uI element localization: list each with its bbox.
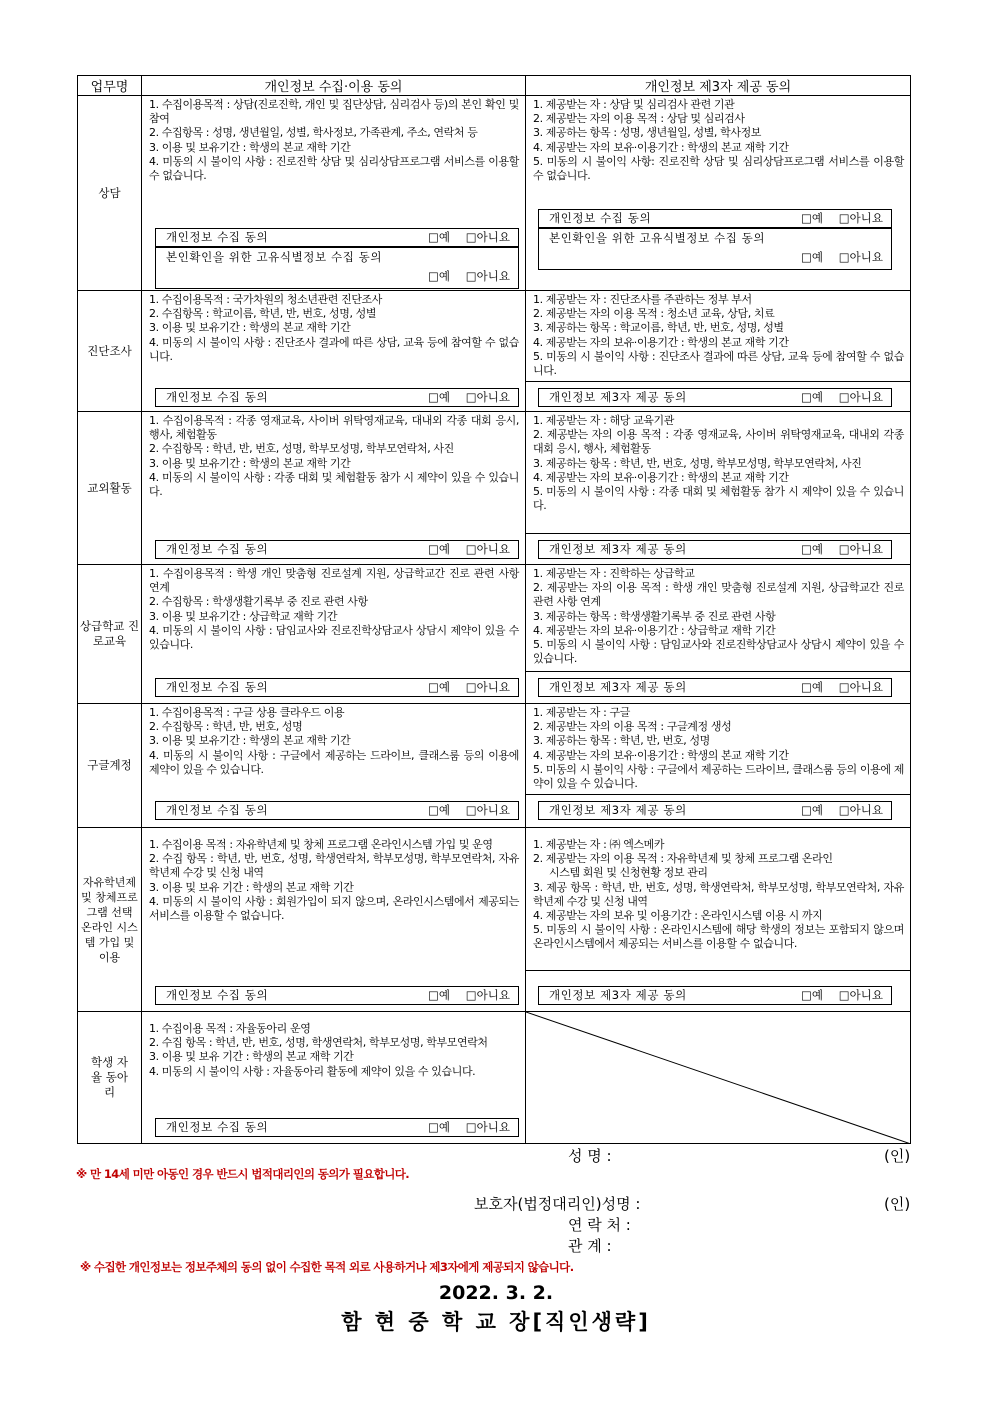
collect-consent-box [155, 801, 519, 820]
collect-consent-box [155, 678, 519, 697]
no-checkbox[interactable]: □아니요 [838, 211, 883, 225]
third-item: 2. 제공받는 자의 이용 목적 : 청소년 교육, 상담, 치료 [533, 307, 775, 321]
no-checkbox[interactable]: □아니요 [838, 988, 883, 1002]
collect-item: 1. 수집이용목적 : 상담(진로진학, 개인 및 집단상담, 심리검사 등)의 본인 확인 및 참여 [149, 98, 519, 126]
third-item: 2. 제공받는 자의 이용 목적 : 구글계정 생성 [533, 720, 732, 734]
collect-item: 3. 이용 및 보유기간 : 학생의 본교 재학 기간 [149, 456, 351, 470]
yes-checkbox[interactable]: □예 [801, 803, 823, 817]
consent-label: 개인정보 제3자 제공 동의 [549, 803, 687, 817]
yes-checkbox[interactable]: □예 [428, 680, 450, 694]
consent-table [77, 75, 911, 1144]
minor-notice: ※ 만 14세 미만 아동인 경우 반드시 법적대리인의 동의가 필요합니다. [76, 1167, 410, 1181]
yes-checkbox[interactable]: □예 [428, 269, 450, 283]
yes-checkbox[interactable]: □예 [801, 542, 823, 556]
third-item: 4. 제공받는 자의 보유·이용기간 : 상급학교 재학 기간 [533, 623, 776, 637]
third-item: 3. 제공 항목 : 학년, 반, 번호, 성명, 학생연락처, 학부모성명, 학부모연락처, 자유학년제 수강 및 신청 내역 [533, 880, 904, 908]
collect-consent-box [155, 986, 519, 1005]
yes-checkbox[interactable]: □예 [801, 988, 823, 1002]
third-item: 5. 미동의 시 불이익 사항 : 담임교사와 진로진학상담교사 상담시 제약이 있을 수 있습니다. [533, 638, 904, 666]
student-seal: (인) [884, 1147, 911, 1165]
consent-label: 개인정보 제3자 제공 동의 [549, 390, 687, 404]
consent-label: 개인정보 수집 동의 [166, 390, 269, 404]
collect-item: 4. 미동의 시 불이익 사항 : 진단조사 결과에 따른 상담, 교육 등에 참여할 수 없습니다. [149, 335, 519, 363]
table-row [78, 1012, 911, 1144]
no-checkbox[interactable]: □아니요 [465, 680, 510, 694]
table-row [78, 291, 911, 412]
third-item: 5. 미동의 시 불이익 사항 : 진단조사 결과에 따른 상담, 교육 등에 참여할 수 없습니다. [533, 349, 904, 378]
collect-consent-box [155, 388, 519, 407]
no-checkbox[interactable]: □아니요 [465, 1120, 510, 1134]
consent-label: 개인정보 제3자 제공 동의 [549, 542, 687, 556]
no-checkbox[interactable]: □아니요 [465, 269, 510, 283]
collect-item: 4. 미동의 시 불이익 사항 : 구글에서 제공하는 드라이브, 클래스룸 등의 이용에 제약이 있을 수 있습니다. [149, 748, 519, 776]
yes-checkbox[interactable]: □예 [428, 803, 450, 817]
third-item: 4. 제공받는 자의 보유 및 이용기간 : 온라인시스템 이용 시 까지 [533, 909, 823, 923]
yes-checkbox[interactable]: □예 [428, 390, 450, 404]
divider [526, 381, 910, 382]
consent-label: 본인확인을 위한 고유식별정보 수집 동의 [549, 231, 766, 245]
no-checkbox[interactable]: □아니요 [838, 390, 883, 404]
third-item: 3. 제공하는 항목 : 학년, 반, 번호, 성명, 학부모성명, 학부모연락처, 사진 [533, 456, 862, 470]
third-item: 시스템 회원 및 신청현황 정보 관리 [549, 866, 708, 880]
no-checkbox[interactable]: □아니요 [838, 250, 883, 264]
yes-checkbox[interactable]: □예 [801, 390, 823, 404]
category-cell: 교외활동 [78, 412, 142, 565]
no-checkbox[interactable]: □아니요 [465, 390, 510, 404]
third-cell [526, 291, 911, 412]
collect-cell [142, 704, 526, 828]
third-item: 1. 제공받는 자 : 진단조사를 주관하는 정부 부서 [533, 293, 752, 306]
collect-item: 1. 수집이용목적 : 각종 영재교육, 사이버 위탁영재교육, 대내외 각종 대회 응시, 행사, 체험활동 [149, 414, 519, 442]
collect-item: 1. 수집이용 목적 : 자율동아리 운영 [149, 1022, 311, 1035]
no-checkbox[interactable]: □아니요 [838, 803, 883, 817]
divider [526, 794, 910, 795]
third-item: 1. 제공받는 자 : 상담 및 심리검사 관련 기관 [533, 98, 735, 111]
id-consent-box [538, 228, 892, 270]
collect-item: 4. 미동의 시 불이익 사항 : 자율동아리 활동에 제약이 있을 수 있습니다. [149, 1064, 476, 1078]
collect-item: 2. 수집 항목 : 학년, 반, 번호, 성명, 학생연락처, 학부모성명, 학부모연락처 [149, 1036, 488, 1050]
table-row [78, 704, 911, 828]
third-cell [526, 828, 911, 1012]
header-third: 개인정보 제3자 제공 동의 [526, 76, 911, 96]
third-item: 2. 제공받는 자의 이용 목적 : 자유학년제 및 창체 프로그램 온라인 [533, 852, 833, 866]
collect-cell [142, 291, 526, 412]
category-cell: 자유학년제 및 창체프로그램 선택 온라인 시스템 가입 및 이용 [78, 828, 142, 1012]
principal-signature: 함 현 중 학 교 장[직인생략] [341, 1310, 651, 1334]
yes-checkbox[interactable]: □예 [801, 680, 823, 694]
header-task: 업무명 [78, 76, 142, 96]
third-item: 3. 제공하는 항목 : 학생생활기록부 중 진로 관련 사항 [533, 609, 776, 623]
no-checkbox[interactable]: □아니요 [465, 230, 510, 244]
third-consent-box [538, 801, 892, 820]
third-item: 5. 미동의 시 불이익 사항 : 구글에서 제공하는 드라이브, 클래스룸 등의 이용에 제약이 있을 수 있습니다. [533, 762, 904, 791]
third-item: 1. 제공받는 자 : 해당 교육기관 [533, 414, 674, 427]
third-item: 1. 제공받는 자 : 구글 [533, 706, 630, 719]
consent-label: 개인정보 수집 동의 [166, 1120, 269, 1134]
third-consent-box [538, 986, 892, 1005]
consent-label: 개인정보 수집 동의 [166, 680, 269, 694]
collect-item: 1. 수집이용목적 : 구글 상용 클라우드 이용 [149, 706, 345, 719]
table-row [78, 96, 911, 291]
consent-label: 개인정보 제3자 제공 동의 [549, 680, 687, 694]
third-cell [526, 412, 911, 565]
collect-item: 3. 이용 및 보유 기간 : 학생의 본교 재학 기간 [149, 1050, 354, 1064]
category-cell: 진단조사 [78, 291, 142, 412]
diagonal-strike [526, 1012, 911, 1144]
collect-item: 1. 수집이용 목적 : 자유학년제 및 창체 프로그램 온라인시스템 가입 및 운영 [149, 838, 493, 851]
collect-item: 4. 미동의 시 불이익 사항 : 담임교사와 진로진학상담교사 상담시 제약이 있을 수 있습니다. [149, 623, 519, 652]
category-cell: 상급학교 진로교육 [78, 565, 142, 704]
third-cell [526, 704, 911, 828]
collect-item: 2. 수집항목 : 학생생활기록부 중 진로 관련 사항 [149, 595, 368, 609]
collect-cell [142, 565, 526, 704]
yes-checkbox[interactable]: □예 [428, 542, 450, 556]
table-row [78, 412, 911, 565]
student-name-label: 성 명 : [568, 1147, 612, 1165]
guardian-seal: (인) [884, 1195, 911, 1213]
collect-item: 1. 수집이용목적 : 학생 개인 맞춤형 진로설계 지원, 상급학교간 진로 관련 사항 연계 [149, 567, 519, 595]
collect-consent-box [155, 1118, 519, 1137]
collect-item: 3. 이용 및 보유기간 : 학생의 본교 재학 기간 [149, 140, 351, 154]
yes-checkbox[interactable]: □예 [428, 988, 450, 1002]
third-item: 3. 제공하는 항목 : 학교이름, 학년, 반, 번호, 성명, 성별 [533, 321, 784, 335]
collect-consent-box [538, 209, 892, 228]
no-checkbox[interactable]: □아니요 [465, 542, 510, 556]
third-item: 3. 제공하는 항목 : 학년, 반, 번호, 성명 [533, 734, 710, 748]
consent-label: 개인정보 수집 동의 [166, 803, 269, 817]
collect-consent-box [155, 228, 519, 247]
third-item: 5. 미동의 시 불이익 사항 : 각종 대회 및 체험활동 참가 시 제약이 있을 수 있습니다. [533, 485, 904, 513]
consent-label: 개인정보 수집 동의 [166, 988, 269, 1002]
collect-item: 1. 수집이용목적 : 국가차원의 청소년관련 진단조사 [149, 293, 383, 306]
third-item: 1. 제공받는 자 : 진학하는 상급학교 [533, 567, 695, 580]
collect-item: 2. 수집항목 : 학교이름, 학년, 반, 번호, 성명, 성별 [149, 307, 377, 321]
third-item: 1. 제공받는 자 : ㈜ 엑스메카 [533, 838, 665, 851]
collect-item: 3. 이용 및 보유기간 : 학생의 본교 재학 기간 [149, 734, 351, 748]
no-checkbox[interactable]: □아니요 [838, 680, 883, 694]
yes-checkbox[interactable]: □예 [801, 250, 823, 264]
no-checkbox[interactable]: □아니요 [465, 803, 510, 817]
divider [526, 533, 910, 534]
third-consent-box [538, 388, 892, 407]
category-cell: 구글계정 [78, 704, 142, 828]
empty-third-cell [526, 1012, 911, 1144]
collect-item: 2. 수집 항목 : 학년, 반, 번호, 성명, 학생연락처, 학부모성명, 학부모연락처, 자유학년제 수강 및 신청 내역 [149, 852, 519, 880]
collect-cell [142, 412, 526, 565]
collect-item: 4. 미동의 시 불이익 사항 : 진로진학 상담 및 심리상담프로그램 서비스를 이용할 수 없습니다. [149, 154, 519, 183]
category-cell: 학생 자율 동아리 [78, 1012, 142, 1144]
yes-checkbox[interactable]: □예 [428, 230, 450, 244]
collect-item: 2. 수집항목 : 성명, 생년월일, 성별, 학사정보, 가족관계, 주소, 연락처 등 [149, 126, 478, 140]
collect-item: 3. 이용 및 보유 기간 : 학생의 본교 재학 기간 [149, 880, 354, 894]
third-item: 2. 제공받는 자의 이용 목적 : 상담 및 심리검사 [533, 112, 745, 126]
consent-label: 개인정보 수집 동의 [166, 542, 269, 556]
collect-item: 3. 이용 및 보유기간 : 학생의 본교 재학 기간 [149, 321, 351, 335]
collect-cell [142, 828, 526, 1012]
document-date: 2022. 3. 2. [438, 1282, 554, 1304]
no-checkbox[interactable]: □아니요 [838, 542, 883, 556]
divider [526, 671, 910, 672]
third-item: 4. 제공받는 자의 보유·이용기간 : 학생의 본교 재학 기간 [533, 140, 789, 154]
consent-label: 개인정보 수집 동의 [549, 211, 652, 225]
id-consent-box [155, 247, 519, 289]
collect-item: 4. 미동의 시 불이익 사항 : 회원가입이 되지 않으며, 온라인시스템에서 제공되는 서비스를 이용할 수 없습니다. [149, 894, 519, 923]
third-item: 4. 제공받는 자의 보유·이용기간 : 학생의 본교 재학 기간 [533, 748, 789, 762]
third-item: 5. 미동의 시 불이익 사항: 진로진학 상담 및 심리상담프로그램 서비스를 이용할 수 없습니다. [533, 154, 904, 183]
third-item: 2. 제공받는 자의 이용 목적 : 각종 영재교육, 사이버 위탁영재교육, 대내외 각종 대회 응시, 행사, 체험활동 [533, 428, 904, 456]
yes-checkbox[interactable]: □예 [801, 211, 823, 225]
collect-item: 2. 수집항목 : 학년, 반, 번호, 성명 [149, 720, 303, 734]
consent-label: 개인정보 제3자 제공 동의 [549, 988, 687, 1002]
consent-label: 개인정보 수집 동의 [166, 230, 269, 244]
table-row [78, 828, 911, 1012]
usage-notice: ※ 수집한 개인정보는 정보주체의 동의 없이 수집한 목적 외로 사용하거나 제3자에게 제공되지 않습니다. [80, 1260, 574, 1274]
third-item: 4. 제공받는 자의 보유·이용기간 : 학생의 본교 재학 기간 [533, 335, 789, 349]
collect-cell [142, 1012, 526, 1144]
third-item: 5. 미동의 시 불이익 사항 : 온라인시스템에 해당 학생의 정보는 포함되지 않으며 온라인시스템에서 제공되는 서비스를 이용할 수 없습니다. [533, 923, 904, 951]
third-cell [526, 565, 911, 704]
third-consent-box [538, 678, 892, 697]
third-item: 2. 제공받는 자의 이용 목적 : 학생 개인 맞춤형 진로설계 지원, 상급학교간 진로 관련 사항 연계 [533, 581, 904, 609]
table-row [78, 565, 911, 704]
relation-label: 관 계 : [568, 1237, 612, 1255]
divider [526, 970, 910, 971]
third-cell [526, 96, 911, 291]
no-checkbox[interactable]: □아니요 [465, 988, 510, 1002]
third-item: 4. 제공받는 자의 보유·이용기간 : 학생의 본교 재학 기간 [533, 470, 789, 484]
third-item: 3. 제공하는 항목 : 성명, 생년월일, 성별, 학사정보 [533, 126, 762, 140]
yes-checkbox[interactable]: □예 [428, 1120, 450, 1134]
header-row [78, 76, 911, 96]
guardian-name-label: 보호자(법정대리인)성명 : [474, 1195, 641, 1213]
collect-item: 4. 미동의 시 불이익 사항 : 각종 대회 및 체험활동 참가 시 제약이 있을 수 있습니다. [149, 470, 519, 499]
category-cell: 상담 [78, 96, 142, 291]
collect-item: 2. 수집항목 : 학년, 반, 번호, 성명, 학부모성명, 학부모연락처, 사진 [149, 442, 454, 456]
header-collect: 개인정보 수집·이용 동의 [142, 76, 526, 96]
collect-item: 3. 이용 및 보유기간 : 상급학교 재학 기간 [149, 609, 338, 623]
third-consent-box [538, 540, 892, 559]
contact-label: 연 락 처 : [568, 1216, 631, 1234]
collect-cell [142, 96, 526, 291]
consent-label: 본인확인을 위한 고유식별정보 수집 동의 [166, 250, 383, 264]
collect-consent-box [155, 540, 519, 559]
